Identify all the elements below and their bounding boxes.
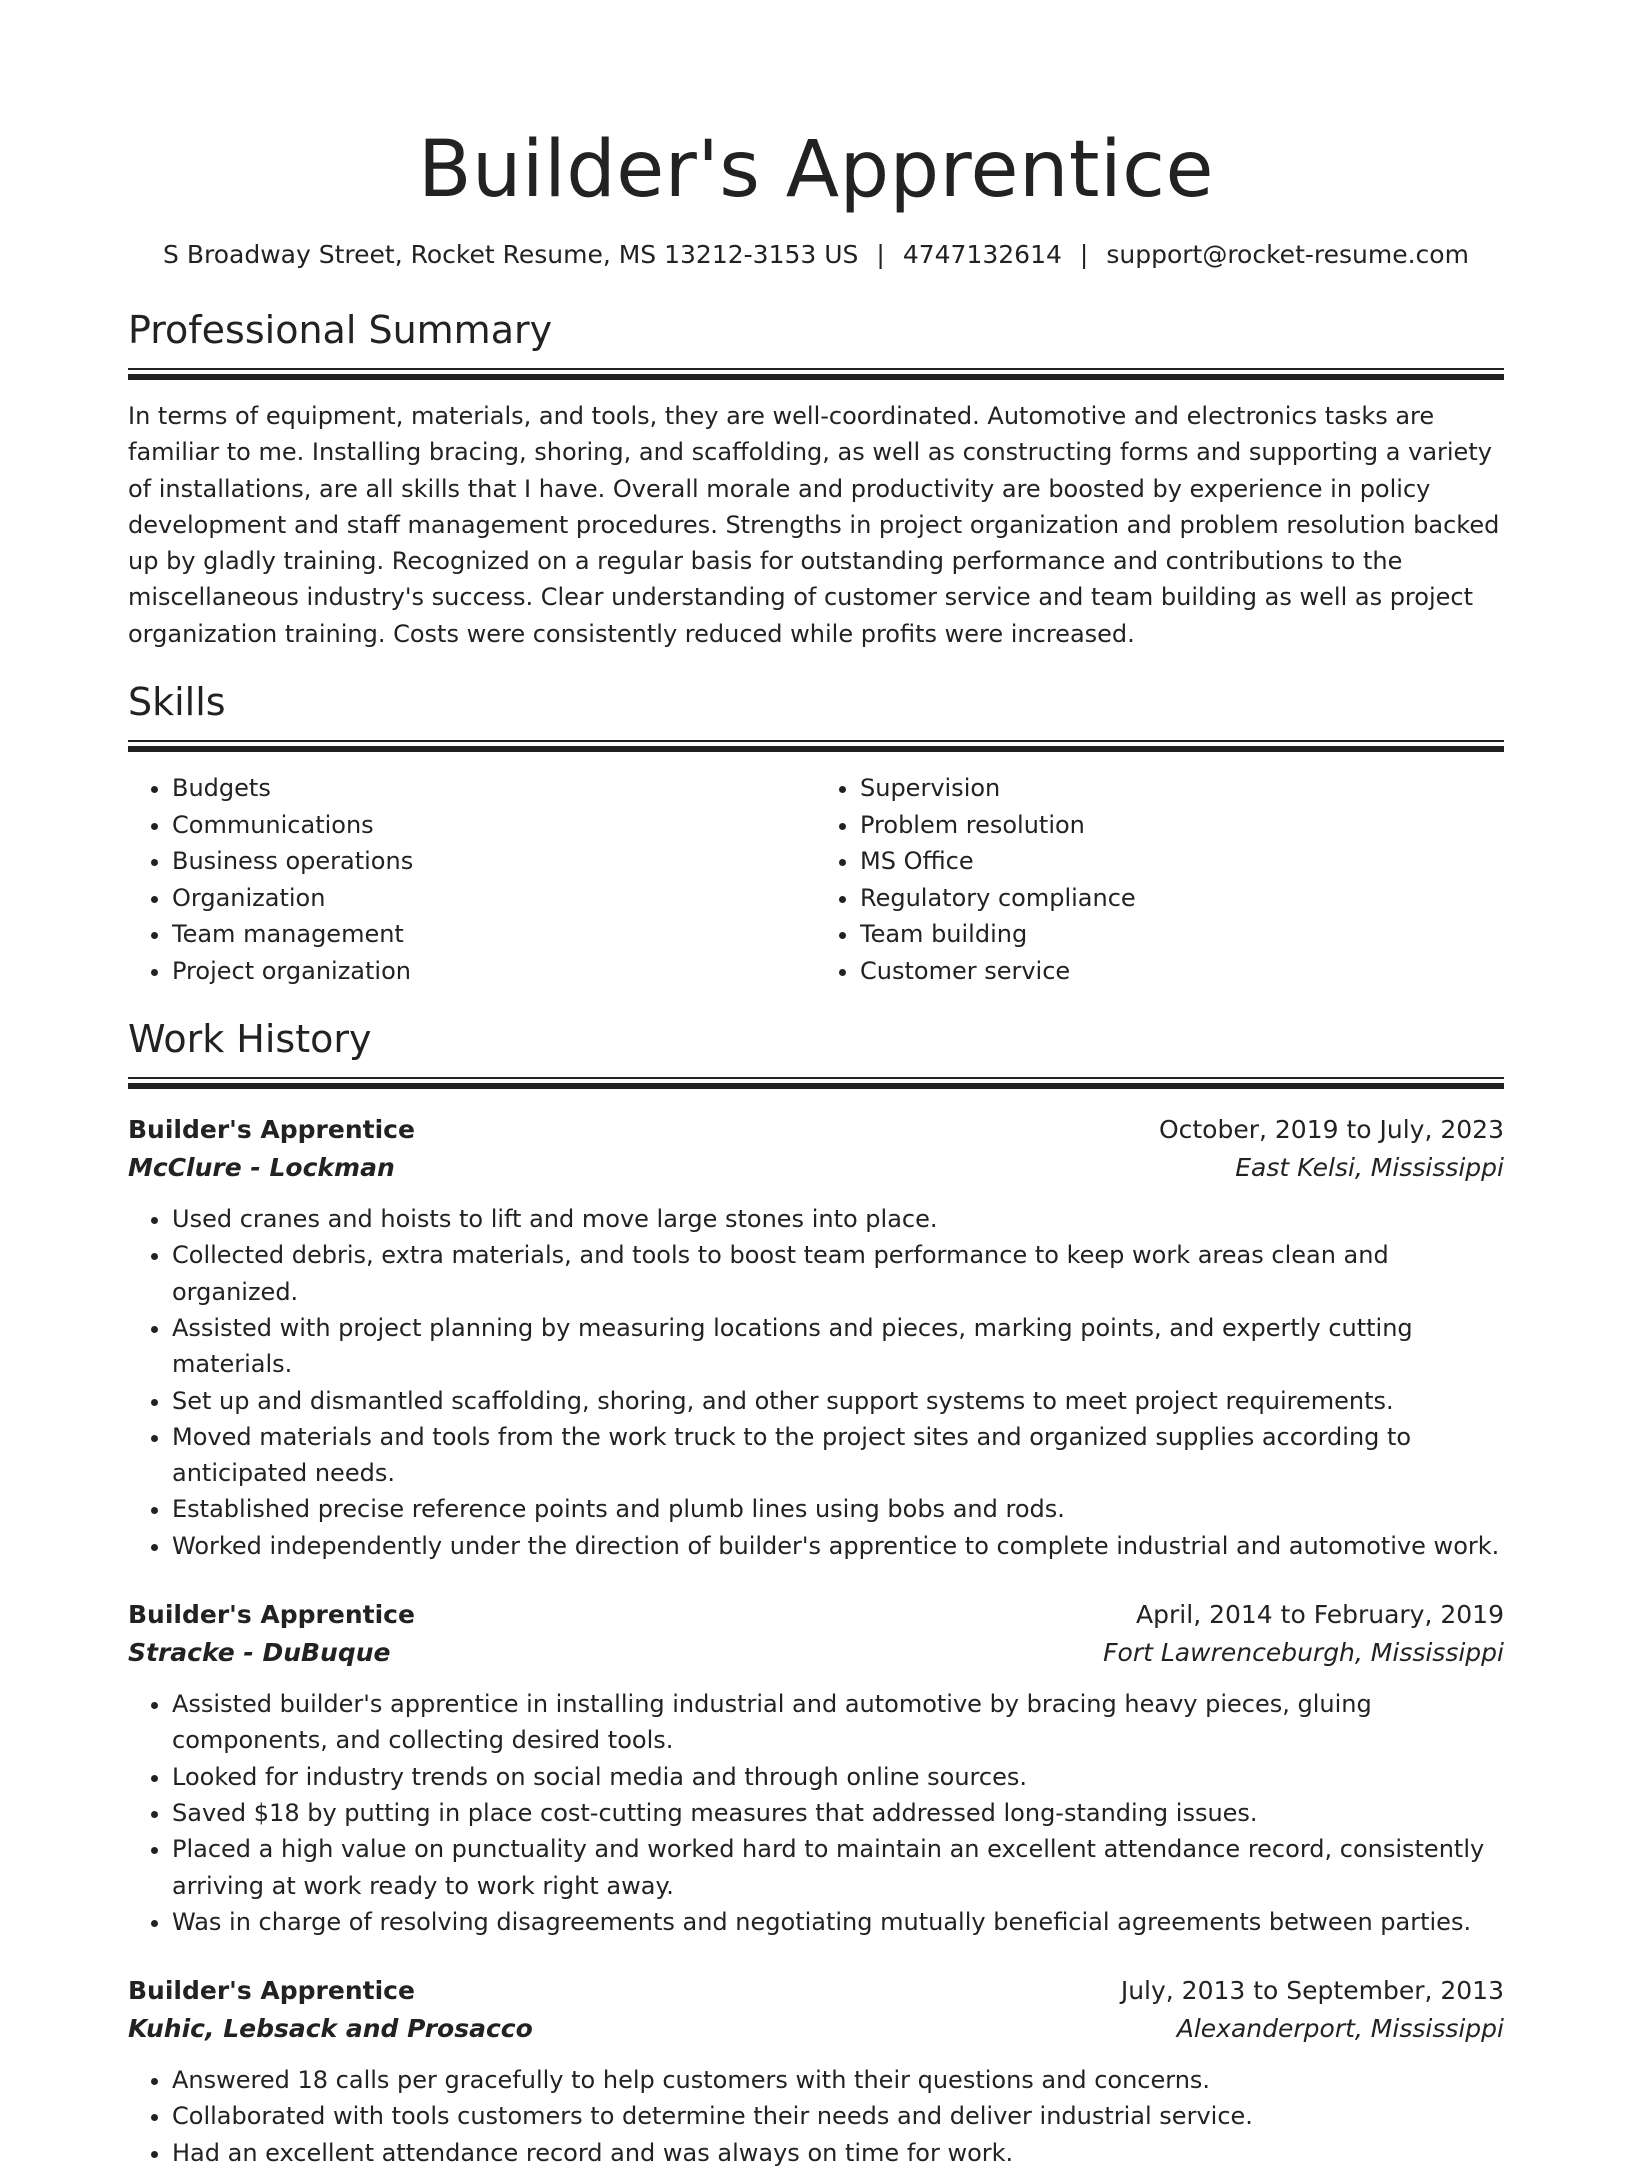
job-entry bbox=[128, 1596, 1504, 1940]
job-location: Fort Lawrenceburgh, Mississippi bbox=[1103, 1638, 1504, 1668]
job-bullet: • Collaborated with tools customers to determine their needs and deliver industrial service. bbox=[172, 2098, 1504, 2134]
job-company: Kuhic, Lebsack and Prosacco bbox=[128, 2014, 533, 2044]
section-title-skills: Skills bbox=[128, 680, 226, 725]
job-bullet: • Assisted with project planning by measuring locations and pieces, marking points, and expertly cutting materials. bbox=[172, 1310, 1504, 1383]
job-dates: July, 2013 to September, 2013 bbox=[1120, 1976, 1504, 2006]
job-bullet: • Used cranes and hoists to lift and move large stones into place. bbox=[172, 1201, 1504, 1237]
job-header bbox=[128, 1596, 1504, 1634]
job-bullets bbox=[128, 1686, 1504, 1940]
job-bullet: • Collected debris, extra materials, and tools to boost team performance to keep work areas clean and organized. bbox=[172, 1237, 1504, 1310]
summary-section bbox=[128, 306, 1504, 652]
job-title: Builder's Apprentice bbox=[128, 1115, 415, 1145]
skill-item: • Problem resolution bbox=[860, 807, 1504, 844]
skills-column-left bbox=[128, 770, 816, 989]
contact-address: S Broadway Street, Rocket Resume, MS 13212-3153 US bbox=[163, 240, 859, 269]
job-bullet: • Was in charge of resolving disagreements and negotiating mutually beneficial agreements between parties. bbox=[172, 1904, 1504, 1940]
skills-section bbox=[128, 678, 1504, 989]
candidate-name: Builder's Apprentice bbox=[417, 125, 1215, 215]
job-bullet: • Had an excellent attendance record and was always on time for work. bbox=[172, 2135, 1504, 2171]
skill-item: • Budgets bbox=[172, 770, 816, 807]
skills-column-right bbox=[816, 770, 1504, 989]
job-title: Builder's Apprentice bbox=[128, 1600, 415, 1630]
skill-item: • Project organization bbox=[172, 953, 816, 990]
contact-email[interactable]: support@rocket-resume.com bbox=[1106, 240, 1469, 269]
job-subheader bbox=[128, 2010, 1504, 2048]
section-divider bbox=[128, 740, 1504, 754]
job-header bbox=[128, 1111, 1504, 1149]
job-dates: April, 2014 to February, 2019 bbox=[1136, 1600, 1504, 1630]
job-company: Stracke - DuBuque bbox=[128, 1638, 391, 1668]
job-bullet: • Moved materials and tools from the work truck to the project sites and organized supplies according to anticipated needs. bbox=[172, 1419, 1504, 1492]
skill-item: • Team building bbox=[860, 916, 1504, 953]
skill-item: • Communications bbox=[172, 807, 816, 844]
job-location: Alexanderport, Mississippi bbox=[1176, 2014, 1504, 2044]
job-bullet: • Looked for industry trends on social media and through online sources. bbox=[172, 1759, 1504, 1795]
section-divider bbox=[128, 1077, 1504, 1091]
skill-item: • MS Office bbox=[860, 843, 1504, 880]
job-bullet: • Answered 18 calls per gracefully to help customers with their questions and concerns. bbox=[172, 2062, 1504, 2098]
job-bullet: • Worked independently under the direction of builder's apprentice to complete industrial and automotive work. bbox=[172, 1528, 1504, 1564]
skill-item: • Team management bbox=[172, 916, 816, 953]
contact-line bbox=[128, 238, 1504, 272]
job-company: McClure - Lockman bbox=[128, 1153, 395, 1183]
summary-text: In terms of equipment, materials, and tools, they are well-coordinated. Automotive and electronics tasks are familiar to me. Installing bracing, shoring, and scaffolding, as well as constructing forms and supporting a variety of installations, are all skills that I have. Overall morale and productivity are boosted by experience in policy development and staff management procedures. Strengths in project organization and problem resolution backed up by gladly training. Recognized on a regular basis for outstanding performance and contributions to the miscellaneous industry's success. Clear understanding of customer service and team building as well as project organization training. Costs were consistently reduced while profits were increased. bbox=[128, 402, 1500, 648]
job-bullet: • Saved $18 by putting in place cost-cutting measures that addressed long-standing issues. bbox=[172, 1795, 1504, 1831]
job-bullets bbox=[128, 2062, 1504, 2171]
job-header bbox=[128, 1972, 1504, 2010]
section-title-work-history: Work History bbox=[128, 1017, 372, 1062]
skill-item: • Supervision bbox=[860, 770, 1504, 807]
contact-phone: 4747132614 bbox=[902, 240, 1062, 269]
contact-separator: | bbox=[876, 240, 885, 269]
job-location: East Kelsi, Mississippi bbox=[1235, 1153, 1504, 1183]
skills-columns bbox=[128, 770, 1504, 989]
job-entry bbox=[128, 1972, 1504, 2171]
job-title: Builder's Apprentice bbox=[128, 1976, 415, 2006]
resume-content bbox=[128, 118, 1504, 2171]
skill-item: • Organization bbox=[172, 880, 816, 917]
job-entry bbox=[128, 1111, 1504, 1564]
job-bullet: • Placed a high value on punctuality and worked hard to maintain an excellent attendance record, consistently arriving at work ready to work right away. bbox=[172, 1831, 1504, 1904]
job-dates: October, 2019 to July, 2023 bbox=[1158, 1115, 1504, 1145]
skill-item: • Business operations bbox=[172, 843, 816, 880]
skill-item: • Customer service bbox=[860, 953, 1504, 990]
job-bullet: • Set up and dismantled scaffolding, shoring, and other support systems to meet project requirements. bbox=[172, 1383, 1504, 1419]
job-bullet: • Established precise reference points and plumb lines using bobs and rods. bbox=[172, 1491, 1504, 1527]
section-divider bbox=[128, 368, 1504, 382]
contact-separator: | bbox=[1079, 240, 1089, 269]
work-history-section bbox=[128, 1015, 1504, 2171]
job-bullets bbox=[128, 1201, 1504, 1564]
section-title-summary: Professional Summary bbox=[128, 308, 553, 352]
job-subheader bbox=[128, 1634, 1504, 1672]
job-bullet: • Assisted builder's apprentice in installing industrial and automotive by bracing heavy pieces, gluing components, and collecting desired tools. bbox=[172, 1686, 1504, 1759]
job-subheader bbox=[128, 1149, 1504, 1187]
skill-item: • Regulatory compliance bbox=[860, 880, 1504, 917]
